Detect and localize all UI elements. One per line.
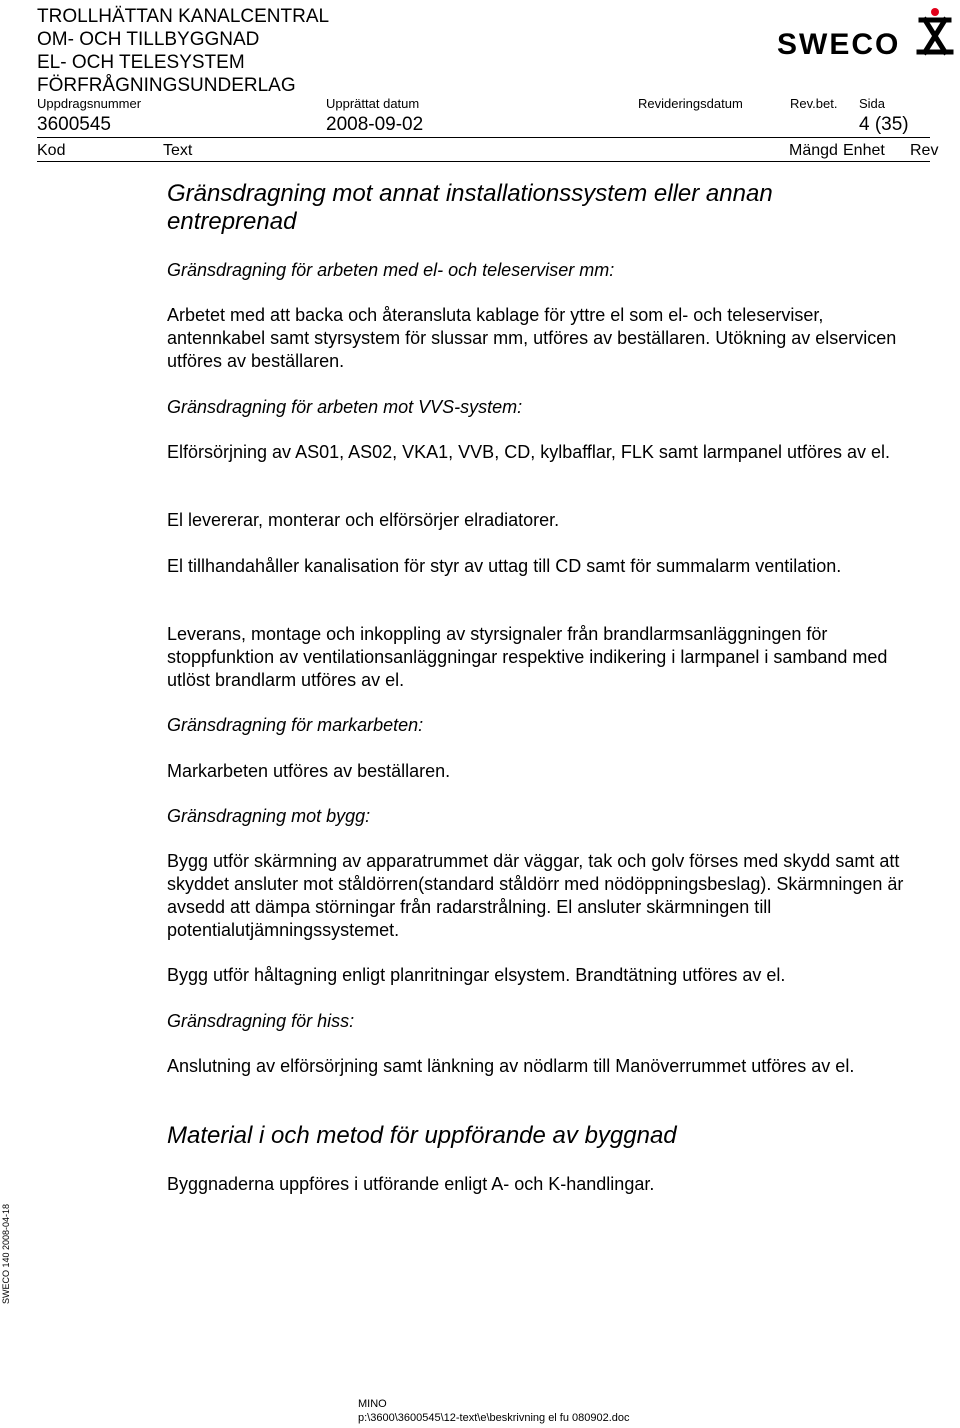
side-stamp — [0, 1194, 14, 1304]
document-title-line-4: FÖRFRÅGNINGSUNDERLAG — [37, 75, 296, 96]
column-enhet: Enhet — [843, 142, 885, 159]
column-text: Text — [163, 142, 193, 159]
label-revideringsdatum: Revideringsdatum — [638, 96, 743, 111]
paragraph-vvs-3: El tillhandahåller kanalisation för styr av uttag till CD samt för summalarm ventilation. — [167, 556, 842, 576]
logo-mark-icon — [919, 8, 951, 52]
section-title-line-2: entreprenad — [167, 208, 297, 235]
sweco-logo — [775, 6, 955, 60]
paragraph-hiss: Anslutning av elförsörjning samt länkning av nödlarm till Manöverrummet utföres av el. — [167, 1056, 855, 1076]
footer-author: MINO — [358, 1398, 387, 1410]
paragraph-vvs-4: Leverans, montage och inkoppling av styrsignaler från brandlarmsanläggningen för stoppfunktion av ventilationsanläggningar respektive indikering i larmpanel i samband med utlöst brandlarm utföres av el. — [167, 624, 888, 690]
side-stamp-text: SWECO 140 2008-04-18 — [1, 1203, 11, 1304]
section-title-material: Material i och metod för uppförande av byggnad — [167, 1122, 677, 1149]
paragraph-el-tele: Arbetet med att backa och återansluta kablage för yttre el som el- och teleserviser, antennkabel samt styrsystem för slussar mm, utföres av beställaren. Utökning av elservicen utföres av beställaren. — [167, 305, 897, 371]
paragraph-mark: Markarbeten utföres av beställaren. — [167, 761, 451, 781]
column-kod: Kod — [37, 142, 66, 159]
subheading-mark: Gränsdragning för markarbeten: — [167, 715, 424, 735]
paragraph-bygg-1: Bygg utför skärmning av apparatrummet där väggar, tak och golv förses med skydd samt att skyddet ansluter mot ståldörren(standard ståldörr med nödöppningsbeslag). Skärmningen är avsedd att dämpa störningar från radarstrålning. El ansluter skärmningen till potentialutjämningssystemet. — [167, 851, 904, 940]
subheading-bygg: Gränsdragning mot bygg: — [167, 806, 371, 826]
paragraph-material: Byggnaderna uppföres i utförande enligt A- och K-handlingar. — [167, 1174, 655, 1194]
label-sida: Sida — [859, 96, 886, 111]
section-title-line-1: Gränsdragning mot annat installationssystem eller annan — [167, 180, 773, 207]
document-title-line-3: EL- OCH TELESYSTEM — [37, 52, 245, 73]
column-divider — [37, 161, 930, 162]
subheading-el-tele: Gränsdragning för arbeten med el- och teleserviser mm: — [167, 260, 615, 280]
paragraph-vvs-2: El levererar, monterar och elförsörjer elradiatorer. — [167, 510, 560, 530]
paragraph-bygg-2: Bygg utför håltagning enligt planritningar elsystem. Brandtätning utföres av el. — [167, 965, 786, 985]
footer-file-path: p:\3600\3600545\12-text\e\beskrivning el fu 080902.doc — [358, 1412, 630, 1424]
document-title-line-2: OM- OCH TILLBYGGNAD — [37, 29, 260, 50]
header-divider — [37, 137, 930, 138]
value-uppdragsnummer: 3600545 — [37, 114, 111, 135]
value-upprattat-datum: 2008-09-02 — [326, 114, 424, 135]
label-upprattat-datum: Upprättat datum — [326, 96, 420, 111]
column-rev: Rev — [910, 142, 939, 159]
value-sida: 4 (35) — [859, 114, 909, 135]
paragraph-vvs-1: Elförsörjning av AS01, AS02, VKA1, VVB, CD, kylbafflar, FLK samt larmpanel utföres av el. — [167, 442, 891, 462]
subheading-hiss: Gränsdragning för hiss: — [167, 1011, 355, 1031]
label-rev-bet: Rev.bet. — [790, 96, 838, 111]
subheading-vvs: Gränsdragning för arbeten mot VVS-system: — [167, 397, 523, 417]
column-mangd: Mängd — [789, 142, 838, 159]
label-uppdragsnummer: Uppdragsnummer — [37, 96, 142, 111]
document-title-line-1: TROLLHÄTTAN KANALCENTRAL — [37, 6, 330, 27]
logo-text: SWECO — [777, 28, 901, 60]
